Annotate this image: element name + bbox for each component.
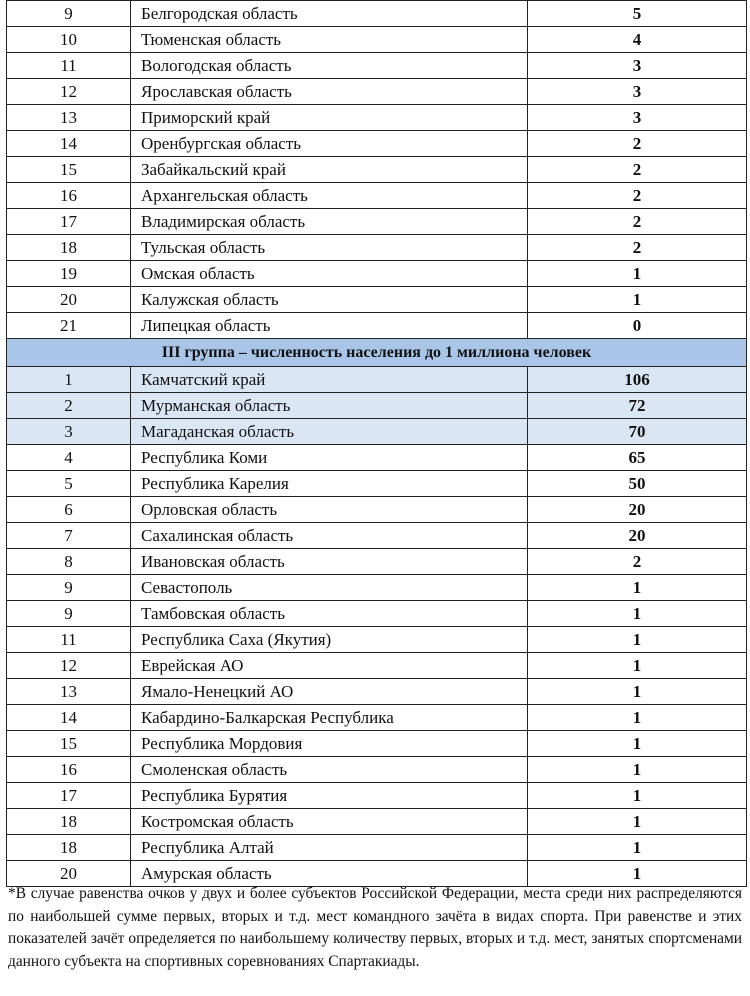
region-cell: Тюменская область [131, 27, 528, 53]
points-cell: 50 [528, 471, 747, 497]
points-cell: 1 [528, 783, 747, 809]
points-cell: 1 [528, 575, 747, 601]
rank-cell: 10 [7, 27, 131, 53]
points-cell: 5 [528, 1, 747, 27]
region-cell: Липецкая область [131, 313, 528, 339]
points-cell: 72 [528, 393, 747, 419]
table-row [7, 27, 747, 53]
points-cell: 1 [528, 809, 747, 835]
rank-cell: 16 [7, 757, 131, 783]
region-cell: Республика Алтай [131, 835, 528, 861]
rank-cell: 3 [7, 419, 131, 445]
table-row [7, 835, 747, 861]
table-row [7, 235, 747, 261]
group-header: III группа – численность населения до 1 миллиона человек [7, 339, 747, 367]
rank-cell: 12 [7, 79, 131, 105]
region-cell: Республика Коми [131, 445, 528, 471]
table-row [7, 157, 747, 183]
rank-cell: 2 [7, 393, 131, 419]
region-cell: Орловская область [131, 497, 528, 523]
rank-cell: 18 [7, 835, 131, 861]
rank-cell: 4 [7, 445, 131, 471]
region-cell: Ямало-Ненецкий АО [131, 679, 528, 705]
points-cell: 1 [528, 835, 747, 861]
region-cell: Сахалинская область [131, 523, 528, 549]
region-cell: Архангельская область [131, 183, 528, 209]
rank-cell: 20 [7, 287, 131, 313]
rank-cell: 7 [7, 523, 131, 549]
rank-cell: 15 [7, 157, 131, 183]
table-row [7, 287, 747, 313]
region-cell: Республика Саха (Якутия) [131, 627, 528, 653]
table-row [7, 679, 747, 705]
points-cell: 1 [528, 261, 747, 287]
table-row [7, 79, 747, 105]
table-row [7, 313, 747, 339]
points-cell: 1 [528, 627, 747, 653]
standings-table-body [7, 1, 747, 887]
table-row [7, 53, 747, 79]
points-cell: 3 [528, 105, 747, 131]
group-header-row [7, 339, 747, 367]
table-row [7, 209, 747, 235]
points-cell: 3 [528, 53, 747, 79]
rank-cell: 13 [7, 679, 131, 705]
rank-cell: 11 [7, 53, 131, 79]
points-cell: 1 [528, 757, 747, 783]
points-cell: 1 [528, 653, 747, 679]
rank-cell: 9 [7, 601, 131, 627]
rank-cell: 6 [7, 497, 131, 523]
table-row [7, 757, 747, 783]
points-cell: 20 [528, 497, 747, 523]
table-row [7, 809, 747, 835]
rank-cell: 11 [7, 627, 131, 653]
table-row [7, 731, 747, 757]
table-row [7, 601, 747, 627]
region-cell: Амурская область [131, 861, 528, 887]
points-cell: 1 [528, 731, 747, 757]
table-row [7, 105, 747, 131]
rank-cell: 12 [7, 653, 131, 679]
rank-cell: 9 [7, 1, 131, 27]
points-cell: 2 [528, 549, 747, 575]
region-cell: Республика Бурятия [131, 783, 528, 809]
table-row [7, 471, 747, 497]
table-row [7, 653, 747, 679]
table-row [7, 575, 747, 601]
region-cell: Омская область [131, 261, 528, 287]
points-cell: 2 [528, 183, 747, 209]
points-cell: 2 [528, 235, 747, 261]
region-cell: Вологодская область [131, 53, 528, 79]
region-cell: Республика Мордовия [131, 731, 528, 757]
rank-cell: 1 [7, 367, 131, 393]
rank-cell: 20 [7, 861, 131, 887]
table-row [7, 705, 747, 731]
region-cell: Оренбургская область [131, 131, 528, 157]
region-cell: Мурманская область [131, 393, 528, 419]
rank-cell: 9 [7, 575, 131, 601]
rank-cell: 18 [7, 235, 131, 261]
region-cell: Смоленская область [131, 757, 528, 783]
region-cell: Кабардино-Балкарская Республика [131, 705, 528, 731]
points-cell: 1 [528, 601, 747, 627]
region-cell: Республика Карелия [131, 471, 528, 497]
rank-cell: 16 [7, 183, 131, 209]
points-cell: 1 [528, 287, 747, 313]
table-row [7, 183, 747, 209]
points-cell: 2 [528, 131, 747, 157]
rank-cell: 17 [7, 783, 131, 809]
rank-cell: 8 [7, 549, 131, 575]
rank-cell: 19 [7, 261, 131, 287]
standings-table [6, 0, 747, 887]
rank-cell: 18 [7, 809, 131, 835]
points-cell: 3 [528, 79, 747, 105]
footnote: *В случае равенства очков у двух и более субъектов Российской Федерации, места среди них распределяются по наибольшей сумме первых, вторых и т.д. мест командного зачёта в видах спорта. При равенстве и этих показателей зачёт определяется по наибольшему количеству первых, вторых и т.д. мест, занятых спортсменами данного субъекта на спортивных соревнованиях Спартакиады. [8, 885, 742, 970]
rank-cell: 17 [7, 209, 131, 235]
table-row [7, 627, 747, 653]
table-row [7, 549, 747, 575]
table-row [7, 497, 747, 523]
points-cell: 106 [528, 367, 747, 393]
region-cell: Тамбовская область [131, 601, 528, 627]
region-cell: Костромская область [131, 809, 528, 835]
rank-cell: 21 [7, 313, 131, 339]
rank-cell: 13 [7, 105, 131, 131]
points-cell: 70 [528, 419, 747, 445]
region-cell: Приморский край [131, 105, 528, 131]
points-cell: 1 [528, 705, 747, 731]
points-cell: 1 [528, 679, 747, 705]
region-cell: Белгородская область [131, 1, 528, 27]
points-cell: 20 [528, 523, 747, 549]
region-cell: Камчатский край [131, 367, 528, 393]
region-cell: Ярославская область [131, 79, 528, 105]
points-cell: 2 [528, 209, 747, 235]
table-row [7, 393, 747, 419]
points-cell: 1 [528, 861, 747, 887]
table-row [7, 783, 747, 809]
region-cell: Магаданская область [131, 419, 528, 445]
points-cell: 0 [528, 313, 747, 339]
region-cell: Ивановская область [131, 549, 528, 575]
region-cell: Владимирская область [131, 209, 528, 235]
rank-cell: 15 [7, 731, 131, 757]
table-row [7, 261, 747, 287]
table-row [7, 367, 747, 393]
rank-cell: 5 [7, 471, 131, 497]
table-row [7, 131, 747, 157]
rank-cell: 14 [7, 131, 131, 157]
region-cell: Забайкальский край [131, 157, 528, 183]
points-cell: 2 [528, 157, 747, 183]
region-cell: Севастополь [131, 575, 528, 601]
points-cell: 65 [528, 445, 747, 471]
region-cell: Тульская область [131, 235, 528, 261]
table-row [7, 419, 747, 445]
table-row [7, 445, 747, 471]
table-row [7, 523, 747, 549]
table-row [7, 1, 747, 27]
region-cell: Калужская область [131, 287, 528, 313]
points-cell: 4 [528, 27, 747, 53]
region-cell: Еврейская АО [131, 653, 528, 679]
rank-cell: 14 [7, 705, 131, 731]
